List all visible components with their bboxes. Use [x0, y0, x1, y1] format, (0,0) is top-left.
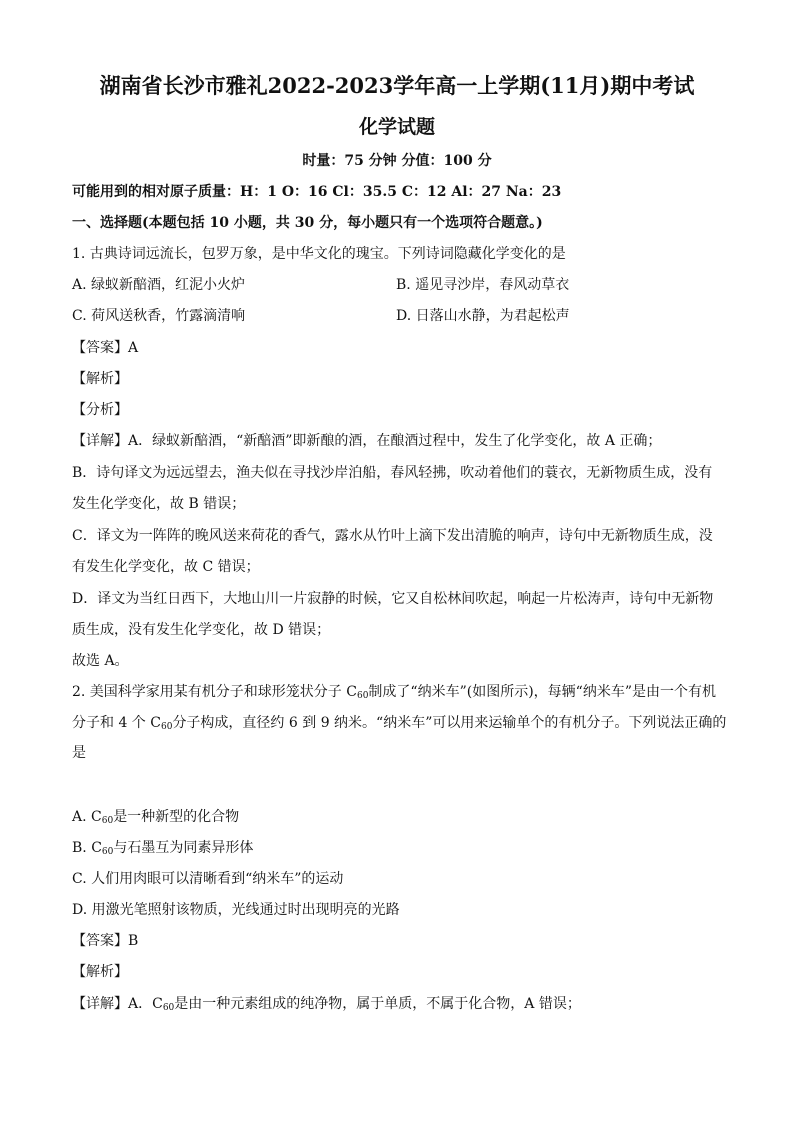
- q1-option-d: D. 日落山水静，为君起松声: [396, 308, 570, 324]
- detail-text: 是由一种元素组成的纯净物，属于单质，不属于化合物，A 错误；: [174, 996, 581, 1012]
- q2-option-c: C. 人们用肉眼可以清晰看到“纳米车”的运动: [72, 871, 344, 887]
- q2-stem-text: 2. 美国科学家用某有机分子和球形笼状分子 C: [72, 684, 357, 700]
- exam-meta: 时量：75 分钟 分值：100 分: [302, 153, 492, 169]
- subscript: 60: [101, 816, 114, 826]
- q1-answer: 【答案】A: [72, 340, 139, 356]
- detail-text: 【详解】A．C: [72, 996, 163, 1012]
- q2-stem-text: 分子构成，直径约 6 到 9 纳米。“纳米车”可以用来运输单个的有机分子。下列说法正确的: [172, 715, 727, 731]
- q1-conclusion: 故选 A。: [72, 653, 129, 669]
- exam-title: 湖南省长沙市雅礼2022-2023学年高一上学期(11月)期中考试: [99, 73, 695, 98]
- q2-stem-text: 制成了“纳米车”(如图所示)，每辆“纳米车”是由一个有机: [368, 684, 716, 700]
- q1-option-a: A. 绿蚁新醅酒，红泥小火炉: [72, 277, 246, 293]
- subscript: 60: [356, 691, 369, 701]
- q1-jiexi: 【解析】: [72, 371, 128, 387]
- q1-stem: 1. 古典诗词远流长，包罗万象，是中华文化的瑰宝。下列诗词隐藏化学变化的是: [72, 246, 566, 262]
- q1-fenxi: 【分析】: [72, 402, 128, 418]
- subscript: 60: [101, 847, 114, 857]
- q1-detail-a: 【详解】A．绿蚁新醅酒，“新醅酒”即新酿的酒，在酿酒过程中，发生了化学变化，故 A 正确；: [72, 433, 662, 449]
- option-text: B. C: [72, 840, 102, 856]
- option-text: 是一种新型的化合物: [113, 809, 240, 825]
- q2-stem-line3: 是: [72, 745, 86, 761]
- q2-stem-line1: [72, 682, 716, 706]
- q2-detail-a: [72, 994, 581, 1018]
- q1-detail-c2: 有发生化学变化，故 C 错误；: [72, 559, 260, 575]
- q1-detail-d2: 质生成，没有发生化学变化，故 D 错误；: [72, 622, 331, 638]
- q1-detail-c1: C．译文为一阵阵的晚风送来荷花的香气，露水从竹叶上滴下发出清脆的响声，诗句中无新物质生成，没: [72, 528, 713, 544]
- q1-detail-d1: D．译文为当红日西下，大地山川一片寂静的时候，它又自松林间吹起，响起一片松涛声，诗句中无新物: [72, 591, 714, 607]
- q1-detail-b1: B．诗句译文为远远望去，渔夫似在寻找沙岸泊船，春风轻拂，吹动着他们的蓑衣，无新物质生成，没有: [72, 465, 713, 481]
- q2-stem-text: 分子和 4 个 C: [72, 715, 161, 731]
- q2-answer: 【答案】B: [72, 933, 139, 949]
- q2-option-d: D. 用激光笔照射该物质，光线通过时出现明亮的光路: [72, 902, 400, 918]
- q2-stem-line2: [72, 713, 726, 737]
- subscript: 60: [160, 722, 173, 732]
- q2-option-a: [72, 807, 239, 831]
- section-heading: 一、选择题(本题包括 10 小题，共 30 分，每小题只有一个选项符合题意。): [72, 215, 543, 231]
- q1-option-c: C. 荷风送秋香，竹露滴清响: [72, 308, 246, 324]
- exam-subtitle: 化学试题: [358, 116, 435, 138]
- subscript: 60: [162, 1003, 175, 1013]
- option-text: 与石墨互为同素异形体: [113, 840, 254, 856]
- q1-detail-b2: 发生化学变化，故 B 错误；: [72, 496, 246, 512]
- atomic-masses: 可能用到的相对原子质量：H：1 O：16 Cl：35.5 C：12 Al：27 Na：23: [72, 184, 562, 200]
- q2-option-b: [72, 838, 253, 862]
- q2-jiexi: 【解析】: [72, 964, 128, 980]
- option-text: A. C: [72, 809, 102, 825]
- q1-option-b: B. 遥见寻沙岸，春风动草衣: [396, 277, 570, 293]
